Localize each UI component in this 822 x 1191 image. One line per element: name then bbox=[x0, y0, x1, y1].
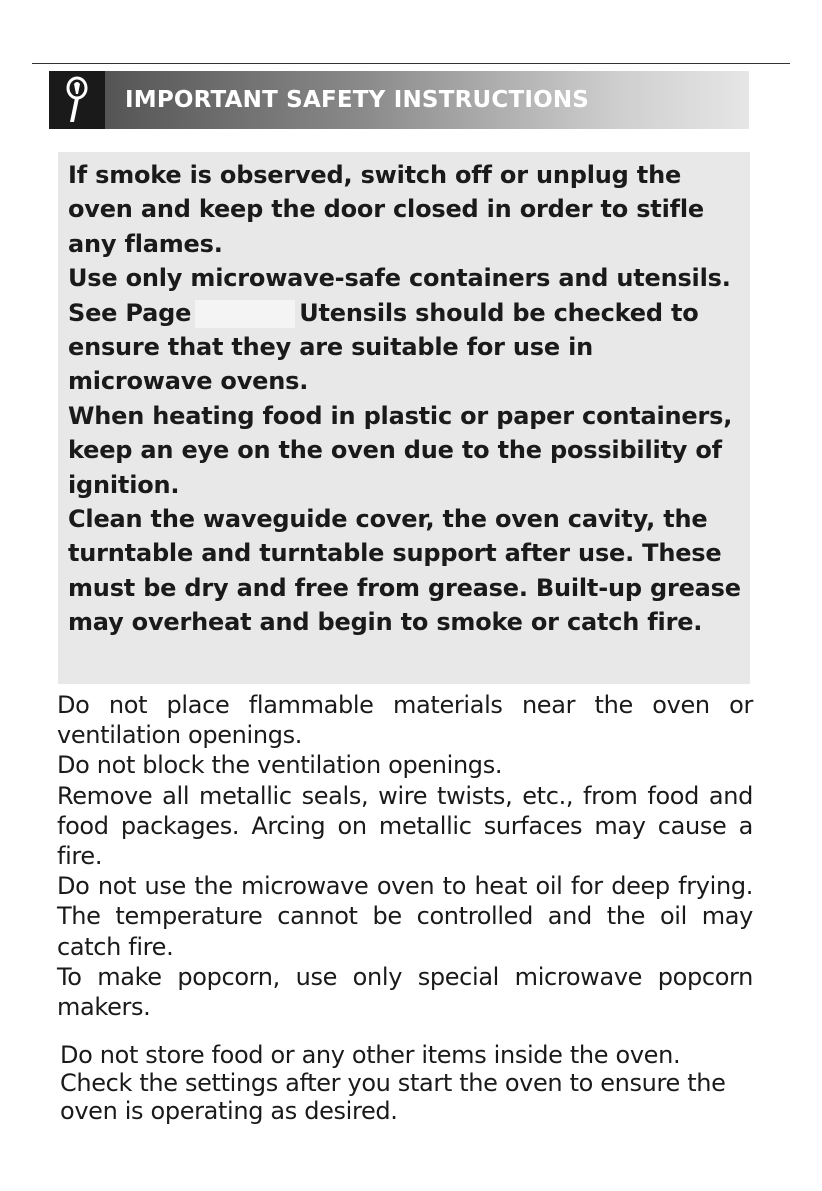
warning-paragraph: If smoke is observed, switch off or unplug the oven and keep the door closed in order to stifle any flames. bbox=[68, 161, 704, 258]
warning-text-segment: Use only microwave-safe containers and utensils. See Page bbox=[68, 264, 731, 327]
instruction-paragraph: Remove all metallic seals, wire twists, etc., from food and food packages. Arcing on metallic surfaces may cause a fire. bbox=[57, 781, 753, 871]
instructions-body bbox=[57, 690, 753, 1022]
instruction-paragraph: Do not use the microwave oven to heat oil for deep frying. The temperature cannot be controlled and the oil may catch fire. bbox=[57, 872, 753, 961]
instruction-paragraph: Do not block the ventilation openings. bbox=[57, 751, 503, 780]
warning-paragraph: Clean the waveguide cover, the oven cavity, the turntable and turntable support after use. These must be dry and free from grease. Built-up grease may overheat and begin to smoke or catch fire. bbox=[68, 505, 741, 637]
info-hand-icon bbox=[60, 76, 94, 124]
top-divider bbox=[32, 63, 790, 64]
instructions-tail bbox=[60, 1041, 756, 1125]
header-bar bbox=[105, 71, 749, 129]
warning-box bbox=[58, 152, 750, 684]
warning-paragraph: When heating food in plastic or paper containers, keep an eye on the oven due to the possibility of ignition. bbox=[68, 401, 733, 499]
instruction-paragraph: To make popcorn, use only special microwave popcorn makers. bbox=[57, 962, 753, 1022]
instruction-paragraph: Check the settings after you start the oven to ensure the oven is operating as desired. bbox=[60, 1069, 726, 1125]
section-header bbox=[49, 71, 749, 129]
warning-paragraph bbox=[68, 261, 742, 399]
header-icon-box bbox=[49, 71, 105, 129]
warning-text-segment: Utensils should be checked to ensure that they are suitable for use in microwave ovens. bbox=[68, 298, 699, 396]
page-reference-blank bbox=[195, 300, 295, 328]
instruction-paragraph: Do not store food or any other items inside the oven. bbox=[60, 1041, 681, 1069]
instruction-paragraph: Do not place flammable materials near the oven or ventilation openings. bbox=[57, 691, 753, 750]
page-title: IMPORTANT SAFETY INSTRUCTIONS bbox=[125, 87, 590, 113]
